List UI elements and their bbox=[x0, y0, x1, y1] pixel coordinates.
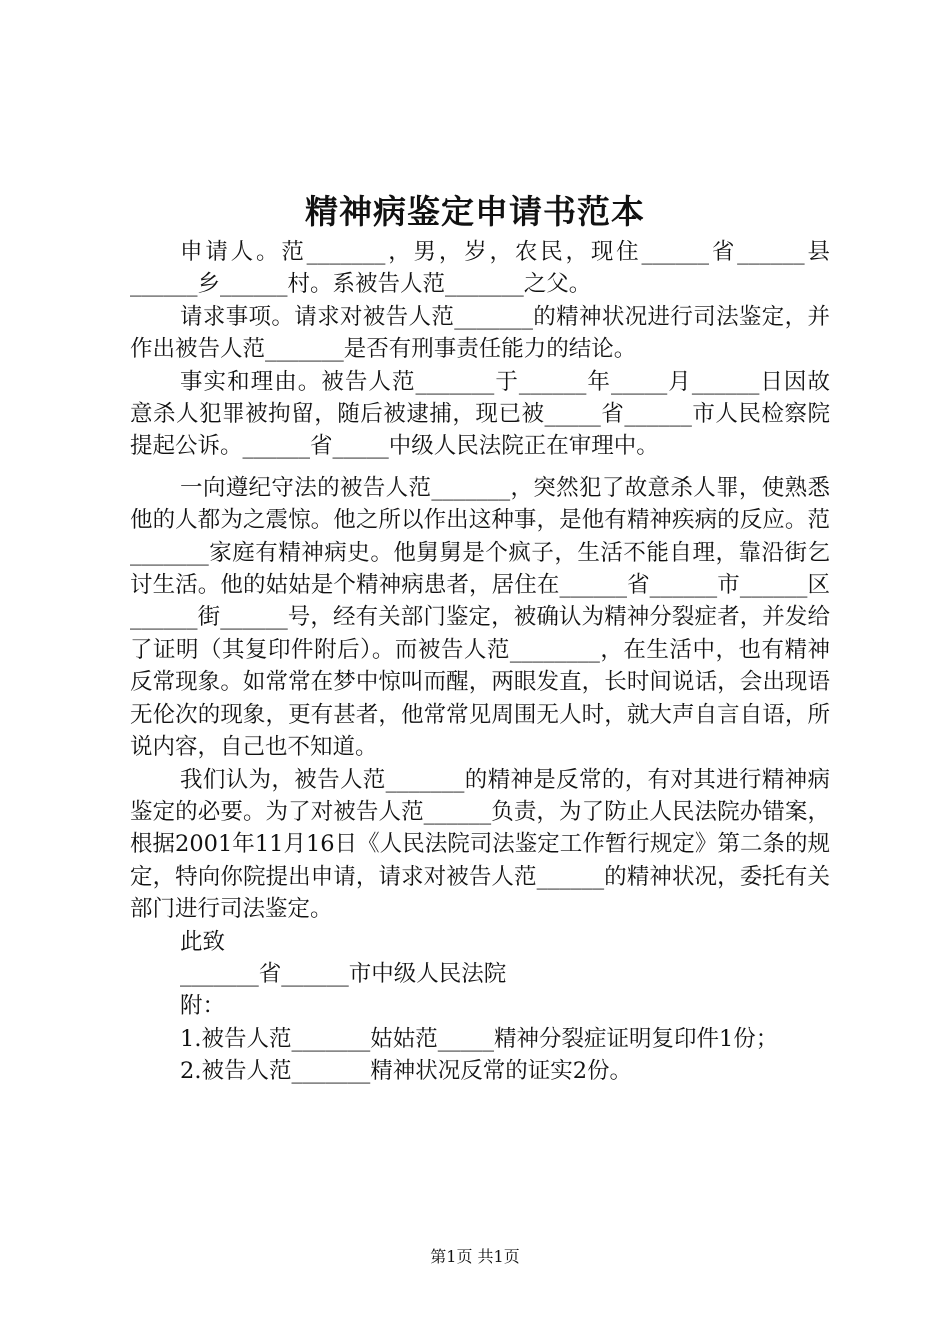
addressee-line: _______省______市中级人民法院 bbox=[180, 960, 507, 987]
applicant-paragraph: 申请人。范_______，男，岁，农民，现住______省______县______乡______村。系被告人范_______之父。 bbox=[130, 239, 830, 298]
conclusion-paragraph: 我们认为，被告人范_______的精神是反常的，有对其进行精神病鉴定的必要。为了对被告人范______负责，为了防止人民法院办错案，根据2001年11月16日《人民法院司法鉴定工作暂行规定》第二条的规定，特向你院提出申请，请求对被告人范______的精神状况，委托有关部门进行司法鉴定。 bbox=[130, 766, 830, 923]
facts-paragraph: 事实和理由。被告人范_______于______年_____月______日因故意杀人犯罪被拘留，随后被逮捕，现已被_____省______市人民检察院提起公诉。______省_____中级人民法院正在审理中。 bbox=[130, 368, 830, 460]
background-paragraph: 一向遵纪守法的被告人范_______，突然犯了故意杀人罪，使熟悉他的人都为之震惊。他之所以作出这种事，是他有精神疾病的反应。范_______家庭有精神病史。他舅舅是个疯子，生活不能自理，靠沿街乞讨生活。他的姑姑是个精神病患者，居住在______省______市______区______街______号，经有关部门鉴定，被确认为精神分裂症者，并发给了证明（其复印件附后）。而被告人范________，在生活中，也有精神反常现象。如常常在梦中惊叫而醒，两眼发直，长时间说话，会出现语无伦次的现象，更有甚者，他常常见周围无人时，就大声自言自语，所说内容，自己也不知道。 bbox=[130, 474, 830, 761]
attachment-heading: 附： bbox=[180, 993, 226, 1020]
request-paragraph: 请求事项。请求对被告人范_______的精神状况进行司法鉴定，并作出被告人范_______是否有刑事责任能力的结论。 bbox=[130, 303, 830, 363]
salutation-line: 此致 bbox=[180, 928, 226, 955]
attachment-item-1: 1.被告人范_______姑姑范_____精神分裂症证明复印件1份； bbox=[180, 1025, 779, 1052]
document-title: 精神病鉴定申请书范本 bbox=[305, 192, 645, 231]
page-footer: 第1页 共1页 bbox=[430, 1247, 520, 1266]
document-body bbox=[130, 236, 830, 1088]
attachment-item-2: 2.被告人范_______精神状况反常的证实2份。 bbox=[180, 1058, 633, 1085]
